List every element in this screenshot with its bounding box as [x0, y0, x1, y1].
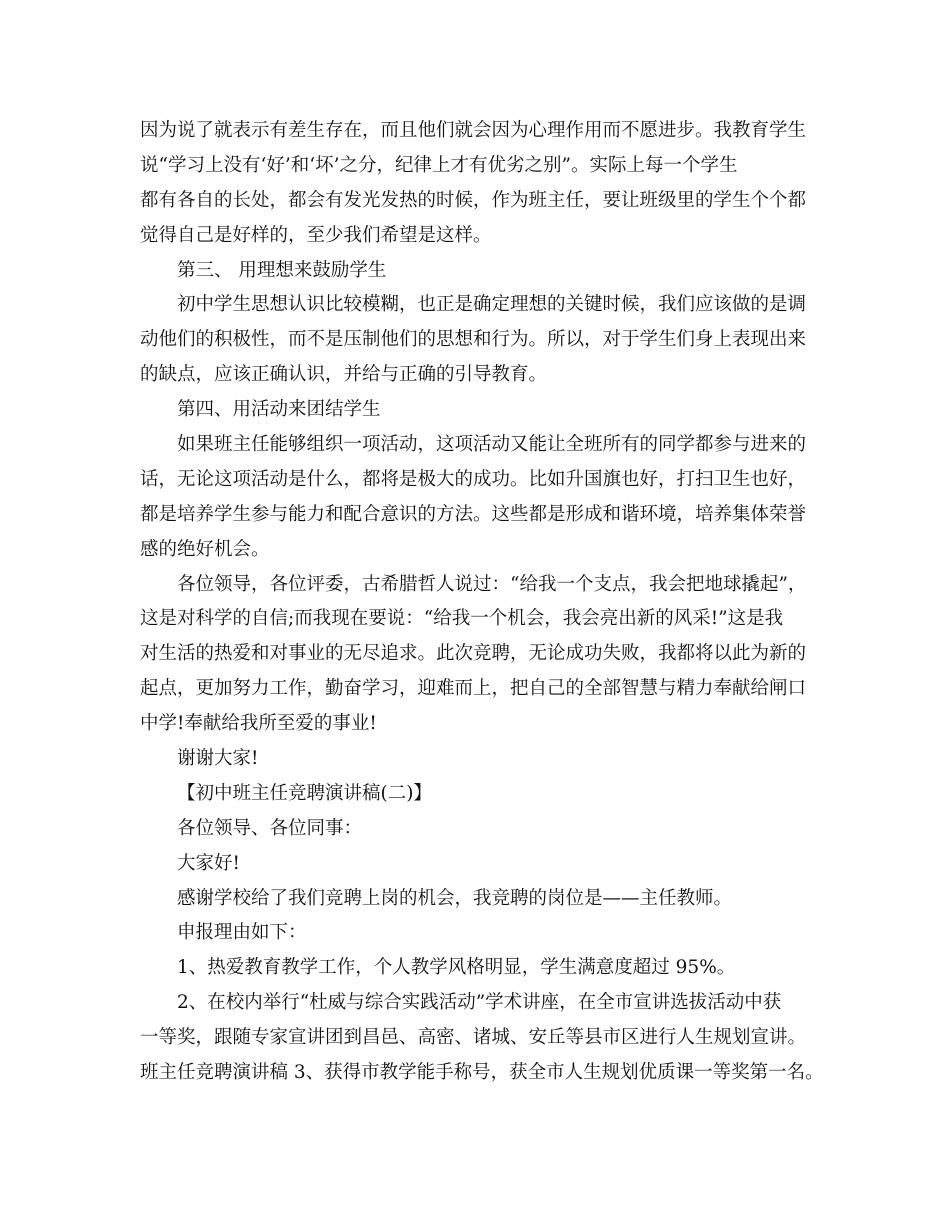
- text-line: 说“学习上没有‘好’和‘坏’之分，纪律上才有优劣之别”。实际上每一个学生: [140, 154, 738, 176]
- greeting-line: 各位领导、各位同事：: [177, 817, 363, 839]
- section-heading: 第三、 用理想来鼓励学生: [177, 259, 387, 281]
- section-heading: 第四、用活动来团结学生: [177, 399, 381, 421]
- list-item: 2、在校内举行“杜威与综合实践活动”学术讲座，在全市宣讲选拔活动中获: [177, 992, 782, 1014]
- text-line: 动他们的积极性，而不是压制他们的思想和行为。所以，对于学生们身上表现出来: [140, 329, 807, 351]
- text-line: 各位领导，各位评委，古希腊哲人说过：“给我一个支点，我会把地球撬起”，: [177, 573, 807, 595]
- text-line: 话，无论这项活动是什么，都将是极大的成功。比如升国旗也好，打扫卫生也好，: [140, 468, 807, 490]
- list-item: 1、热爱教育教学工作，个人教学风格明显，学生满意度超过 95%。: [177, 957, 736, 979]
- text-line: 都有各自的长处，都会有发光发热的时候，作为班主任，要让班级里的学生个个都: [140, 189, 807, 211]
- text-line: 申报理由如下：: [177, 922, 307, 944]
- greeting-line: 大家好!: [177, 852, 240, 874]
- document-body: [140, 114, 830, 1091]
- text-line: 感的绝好机会。: [140, 538, 270, 560]
- text-line: 对生活的热爱和对事业的无尽追求。此次竞聘，无论成功失败，我都将以此为新的: [140, 643, 807, 665]
- text-line: 初中学生思想认识比较模糊，也正是确定理想的关键时候，我们应该做的是调: [177, 294, 807, 316]
- text-line: 一等奖，跟随专家宣讲团到昌邑、高密、诸城、安丘等县市区进行人生规划宣讲。: [140, 1027, 807, 1049]
- text-line: 如果班主任能够组织一项活动，这项活动又能让全班所有的同学都参与进来的: [177, 434, 807, 456]
- text-line: 谢谢大家!: [177, 748, 259, 770]
- text-line: 觉得自己是好样的，至少我们希望是这样。: [140, 224, 492, 246]
- text-line: 的缺点，应该正确认识，并给与正确的引导教育。: [140, 364, 548, 386]
- text-line: 因为说了就表示有差生存在，而且他们就会因为心理作用而不愿进步。我教育学生: [140, 120, 807, 141]
- text-line: 班主任竞聘演讲稿 3、获得市教学能手称号，获全市人生规划优质课一等奖第一名。: [140, 1062, 824, 1084]
- text-line: 都是培养学生参与能力和配合意识的方法。这些都是形成和谐环境，培养集体荣誉: [140, 503, 807, 525]
- text-line: 起点，更加努力工作，勤奋学习，迎难而上，把自己的全部智慧与精力奉献给闸口: [140, 678, 807, 700]
- text-line: 感谢学校给了我们竞聘上岗的机会，我竞聘的岗位是——主任教师。: [177, 887, 733, 909]
- document-subtitle: 【初中班主任竞聘演讲稿(二)】: [177, 782, 432, 804]
- text-line: 中学!奉献给我所至爱的事业!: [140, 713, 377, 735]
- text-line: 这是对科学的自信;而我现在要说：“给我一个机会，我会亮出新的风采!”这是我: [140, 608, 784, 630]
